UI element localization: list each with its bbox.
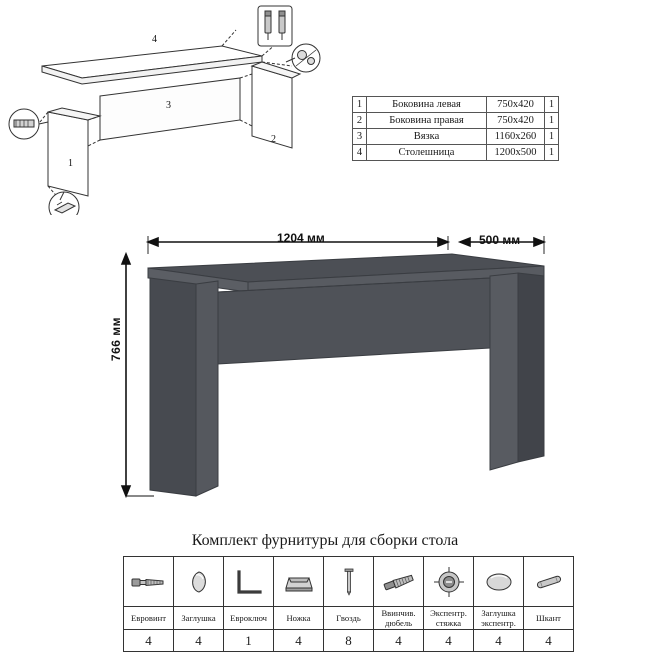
screw-in-dowel-icon <box>377 560 421 604</box>
detail-circle-cap <box>49 192 79 215</box>
part-size: 1200х500 <box>487 145 545 161</box>
kit-cell-icon <box>124 557 174 607</box>
kit-item-count: 8 <box>324 630 374 652</box>
dimension-label-depth: 500 мм <box>479 233 521 247</box>
part-name: Боковина правая <box>367 113 487 129</box>
kit-item-label: Евроключ <box>224 607 274 630</box>
kit-cell-icon <box>174 557 224 607</box>
kit-item-label: Шкант <box>524 607 574 630</box>
kit-label-row <box>124 607 574 630</box>
kit-item-count: 4 <box>274 630 324 652</box>
kit-item-label: Ввинчив. дюбель <box>374 607 424 630</box>
cam-cap-icon <box>477 560 521 604</box>
callout-1: 1 <box>68 158 73 169</box>
part-qty: 1 <box>545 97 559 113</box>
table-row <box>353 129 559 145</box>
euro-screw-icon <box>127 560 171 604</box>
kit-item-count: 4 <box>424 630 474 652</box>
part-size: 750х420 <box>487 97 545 113</box>
parts-table <box>352 96 559 161</box>
desk-svg <box>100 224 650 524</box>
part-qty: 1 <box>545 145 559 161</box>
kit-item-count: 4 <box>524 630 574 652</box>
kit-item-label: Гвоздь <box>324 607 374 630</box>
exploded-diagram-svg <box>0 0 340 215</box>
desk-body <box>148 254 544 496</box>
part-name: Боковина левая <box>367 97 487 113</box>
allen-key-icon <box>227 560 271 604</box>
hardware-callout-euroscrew <box>258 6 292 46</box>
part-name: Столешница <box>367 145 487 161</box>
kit-item-label: Заглушка <box>174 607 224 630</box>
hardware-kit-table <box>123 556 574 652</box>
kit-cell-icon <box>274 557 324 607</box>
desk-dimension-drawing <box>100 224 650 524</box>
kit-item-label: Евровинт <box>124 607 174 630</box>
kit-item-count: 4 <box>124 630 174 652</box>
callout-2: 2 <box>271 134 276 145</box>
part-name: Вязка <box>367 129 487 145</box>
kit-cell-icon <box>324 557 374 607</box>
kit-cell-icon <box>524 557 574 607</box>
table-row <box>353 113 559 129</box>
part-number: 1 <box>353 97 367 113</box>
kit-item-count: 4 <box>374 630 424 652</box>
kit-cell-icon <box>374 557 424 607</box>
kit-icon-row <box>124 557 574 607</box>
part-number: 3 <box>353 129 367 145</box>
part-number: 2 <box>353 113 367 129</box>
callout-3: 3 <box>166 100 171 111</box>
dimension-label-width: 1204 мм <box>277 231 325 245</box>
kit-item-label: Заглушка экспентр. <box>474 607 524 630</box>
dimension-label-height: 766 мм <box>109 317 123 362</box>
edge-band-icon <box>527 560 571 604</box>
detail-circle-cam <box>286 44 320 72</box>
nail-icon <box>327 560 371 604</box>
hardware-kit-title: Комплект фурнитуры для сборки стола <box>191 532 459 549</box>
cap-icon <box>177 560 221 604</box>
kit-item-label: Экспентр. стяжка <box>424 607 474 630</box>
foot-icon <box>277 560 321 604</box>
kit-item-count: 1 <box>224 630 274 652</box>
kit-count-row <box>124 630 574 652</box>
kit-item-count: 4 <box>474 630 524 652</box>
kit-cell-icon <box>474 557 524 607</box>
part-qty: 1 <box>545 113 559 129</box>
table-row <box>353 145 559 161</box>
part-size: 1160х260 <box>487 129 545 145</box>
callout-4: 4 <box>152 34 157 45</box>
exploded-assembly-diagram <box>0 0 340 210</box>
part-qty: 1 <box>545 129 559 145</box>
detail-circle-euroscrew <box>9 109 48 139</box>
part-number: 4 <box>353 145 367 161</box>
kit-item-label: Ножка <box>274 607 324 630</box>
cam-lock-icon <box>427 560 471 604</box>
kit-cell-icon <box>424 557 474 607</box>
part-size: 750х420 <box>487 113 545 129</box>
table-row <box>353 97 559 113</box>
kit-cell-icon <box>224 557 274 607</box>
kit-item-count: 4 <box>174 630 224 652</box>
